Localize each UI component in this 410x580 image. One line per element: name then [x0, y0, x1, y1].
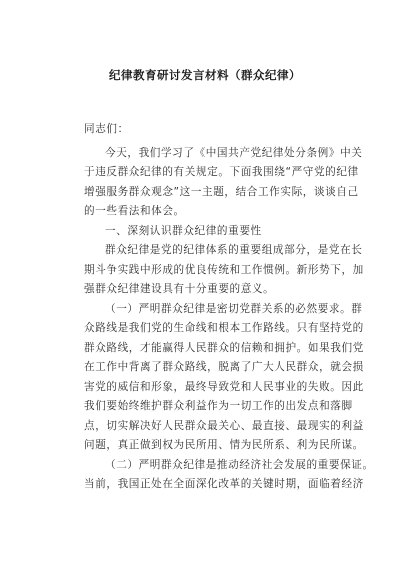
paragraph-line: 问题，真正做到权为民所用、情为民所系、利为民所谋。: [84, 439, 364, 451]
paragraph-line: 点，切实解决好人民群众最关心、最直接、最现实的利益: [84, 419, 364, 432]
paragraph-line: 群众纪律是党的纪律体系的重要组成部分，是党在长: [105, 244, 363, 256]
paragraph-line: 的一些看法和体会。: [84, 205, 185, 217]
document-body: [84, 120, 374, 495]
paragraph-line: 强群众纪律建设具有十分重要的意义。: [84, 283, 275, 295]
document-title: 纪律教育研讨发言材料（群众纪律）: [109, 68, 301, 82]
paragraph: [84, 241, 364, 300]
paragraph-line: 在工作中背离了群众路线，脱离了广大人民群众，就会损: [84, 361, 364, 373]
paragraph: [84, 144, 363, 222]
paragraph-line: 于违反群众纪律的有关规定。下面我围绕“严守党的纪律: [84, 166, 359, 178]
paragraph-line: 当前，我国正处在全面深化改革的关键时期，面临着经济: [84, 478, 364, 490]
paragraph-line: 增强服务群众观念”这一主题，结合工作实际，谈谈自己: [84, 185, 359, 198]
paragraph-line: 众路线是我们党的生命线和根本工作路线。只有坚持党的: [84, 322, 364, 334]
paragraph-line: （一）严明群众纪律是密切党群关系的必然要求。群: [105, 302, 363, 315]
paragraph-line: 一、深刻认识群众纪律的重要性: [105, 224, 262, 237]
paragraph-line: 今天，我们学习了《中国共产党纪律处分条例》中关: [105, 146, 363, 159]
paragraph-line: （二）严明群众纪律是推动经济社会发展的重要保证。: [105, 458, 374, 471]
paragraph-line: 害党的威信和形象，最终导致党和人民事业的失败。因此: [84, 380, 364, 393]
paragraph: [84, 222, 354, 242]
paragraph-line: 群众路线，才能赢得人民群众的信赖和拥护。如果我们党: [84, 341, 364, 354]
salutation: 同志们：: [84, 123, 129, 135]
paragraph: [84, 300, 364, 456]
paragraph-line: 我们要始终维护群众利益作为一切工作的出发点和落脚: [84, 400, 353, 412]
paragraph: [84, 456, 374, 495]
paragraph-line: 期斗争实践中形成的优良传统和工作惯例。新形势下，加: [84, 263, 364, 276]
